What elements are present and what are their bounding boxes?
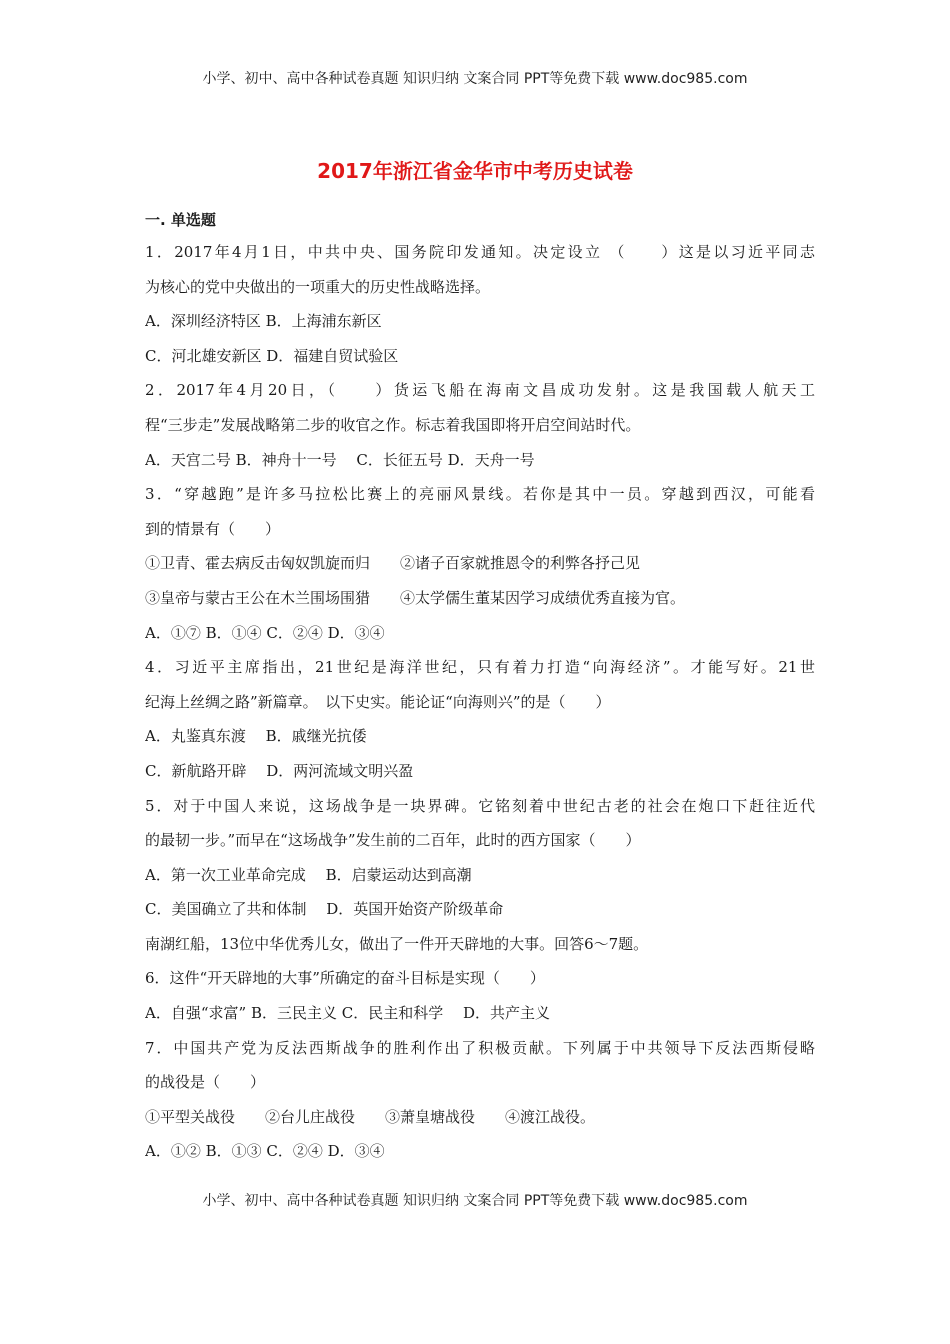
question-5-options-ab: A．第一次工业革命完成 B．启蒙运动达到高潮	[145, 865, 472, 884]
question-3-options: A．①⑦ B．①④ C．②④ D．③④	[145, 623, 385, 642]
question-3-items-34: ③皇帝与蒙古王公在木兰围场围猎 ④太学儒生董某因学习成绩优秀直接为官。	[145, 588, 686, 607]
exam-content	[145, 205, 815, 1169]
question-3-items-12: ①卫青、霍去病反击匈奴凯旋而归 ②诸子百家就推恩令的利弊各抒己见	[145, 554, 641, 573]
page-header: 小学、初中、高中各种试卷真题 知识归纳 文案合同 PPT等免费下载 www.doc985.com	[202, 71, 748, 87]
question-6-options: A．自强“求富” B．三民主义 C．民主和科学 D．共产主义	[145, 1004, 551, 1023]
question-7-options: A．①② B．①③ C．②④ D．③④	[145, 1142, 385, 1161]
question-3-line-1: 3．“穿越跑”是许多马拉松比赛上的亮丽风景线。若你是其中一员。穿越到西汉，可能看	[145, 485, 815, 504]
question-2-line-2: 程“三步走”发展战略第二步的收官之作。标志着我国即将开启空间站时代。	[145, 415, 641, 434]
question-6-line-1: 6．这件“开天辟地的大事”所确定的奋斗目标是实现（ ）	[145, 969, 545, 988]
question-5-line-1: 5．对于中国人来说，这场战争是一块界碑。它铭刻着中世纪古老的社会在炮口下赶往近代	[145, 796, 815, 815]
page-footer: 小学、初中、高中各种试卷真题 知识归纳 文案合同 PPT等免费下载 www.doc985.com	[202, 1193, 748, 1209]
question-1-options-cd: C．河北雄安新区 D．福建自贸试验区	[145, 346, 399, 365]
question-7-line-2: 的战役是（ ）	[145, 1073, 266, 1092]
question-4-options-cd: C．新航路开辟 D．两河流域文明兴盈	[145, 761, 414, 780]
question-1-options-ab: A．深圳经济特区 B．上海浦东新区	[145, 312, 382, 331]
question-7-line-1: 7．中国共产党为反法西斯战争的胜利作出了积极贡献。下列属于中共领导下反法西斯侵略	[145, 1038, 815, 1057]
question-1-line-2: 为核心的党中央做出的一项重大的历史性战略选择。	[145, 277, 491, 296]
question-1-line-1: 1．2017年4月1日，中共中央、国务院印发通知。决定设立 （ ）这是以习近平同志	[145, 243, 815, 261]
question-7-items: ①平型关战役 ②台儿庄战役 ③萧皇塘战役 ④渡江战役。	[145, 1107, 596, 1126]
section-title: 一. 单选题	[145, 211, 216, 229]
page-title: 2017年浙江省金华市中考历史试卷	[317, 159, 633, 183]
question-4-line-2: 纪海上丝绸之路”新篇章。 以下史实。能论证“向海则兴”的是（ ）	[145, 692, 611, 711]
question-4-options-ab: A．丸鉴真东渡 B．戚继光抗倭	[145, 727, 367, 746]
question-2-line-1: 2．2017年4月20日，（ ）货运飞船在海南文昌成功发射。这是我国载人航天工	[145, 381, 815, 400]
question-5-line-2: 的最韧一步。”而早在“这场战争”发生前的二百年，此时的西方国家（ ）	[145, 831, 641, 850]
question-2-options: A．天宫二号 B．神舟十一号 C．长征五号 D．天舟一号	[145, 450, 535, 469]
question-5-options-cd: C．美国确立了共和体制 D．英国开始资产阶级革命	[145, 900, 504, 919]
question-3-line-2: 到的情景有（ ）	[145, 519, 281, 538]
material-intro: 南湖红船，13位中华优秀儿女，做出了一件开天辟地的大事。回答6～7题。	[145, 934, 649, 953]
question-4-line-1: 4．习近平主席指出，21世纪是海洋世纪，只有着力打造“向海经济”。才能写好。21世	[145, 658, 815, 677]
